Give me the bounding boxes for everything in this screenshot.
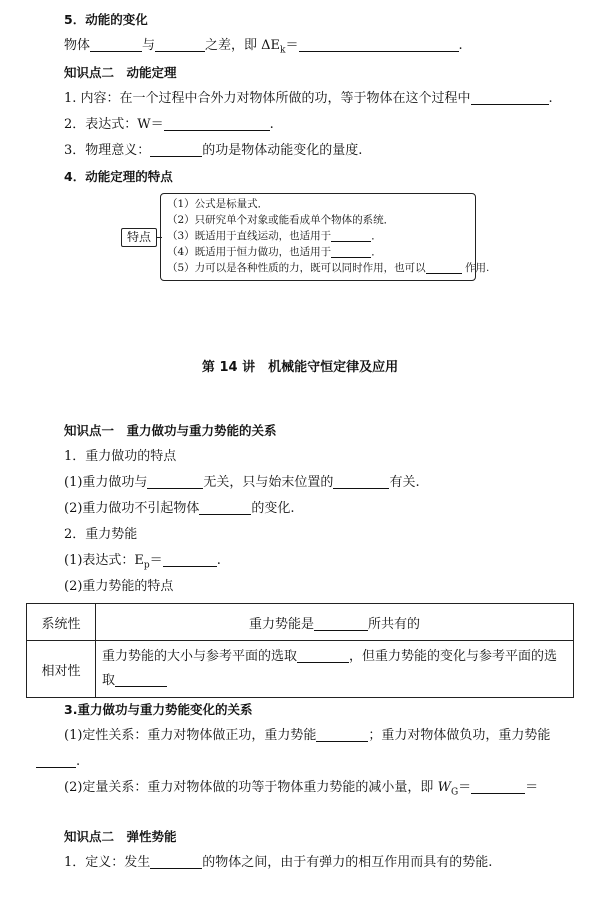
blank-field — [115, 672, 167, 687]
gravity-pe-expression: (1)表达式：$E_p=$ . — [64, 553, 221, 571]
blank-field — [150, 854, 202, 869]
features-box — [160, 193, 490, 281]
table-cell: 重力势能是 所共有的 — [96, 604, 574, 641]
features-heading: 4．动能定理的特点 — [64, 169, 173, 184]
blank-field — [297, 648, 349, 663]
section-heading-gravity-work: 知识点一 重力做功与重力势能的关系 — [64, 423, 277, 438]
blank-field — [331, 230, 371, 242]
gravity-work-item1: (1)重力做功与 无关，只与始末位置的 有关. — [64, 475, 420, 490]
feature-item: （5）力可以是各种性质的力，既可以同时作用，也可以 作用. — [167, 262, 490, 274]
theorem-meaning: 3．物理意义： 的功是物体动能变化的量度. — [64, 143, 363, 158]
relation-quantitative: (2)定量关系：重力对物体做的功等于物体重力势能的减小量，即 $W_G=$ ＝ — [64, 780, 539, 798]
feature-item: （4）既适用于恒力做功，也适用于 ． — [167, 246, 382, 258]
blank-field — [471, 90, 549, 105]
theorem-formula: 2．表达式：W＝ . — [64, 117, 274, 132]
table-cell: 相对性 — [27, 641, 96, 698]
section-heading-elastic: 知识点二 弹性势能 — [64, 829, 177, 844]
section-heading-kinetic-change: 5．动能的变化 — [64, 12, 148, 27]
feature-item: （2）只研究单个对象或能看成单个物体的系统． — [167, 214, 395, 226]
blank-field — [331, 246, 371, 258]
table-cell: 系统性 — [27, 604, 96, 641]
blank-field — [471, 779, 525, 794]
blank-field — [316, 727, 368, 742]
gravity-work-item2: (2)重力做功不引起物体 的变化. — [64, 501, 295, 516]
kinetic-change-line: 物体 与 之差，即 $\Delta E_k=$ . — [64, 38, 463, 56]
blank-field — [314, 616, 368, 631]
pe-table — [26, 603, 574, 698]
gravity-work-sub1: 1．重力做功的特点 — [64, 449, 177, 464]
blank-field — [155, 37, 205, 52]
features-label: 特点 — [121, 228, 157, 247]
table-cell: 重力势能的大小与参考平面的选取 ，但重力势能的变化与参考平面的选取 — [96, 641, 574, 698]
theorem-content: 1. 内容：在一个过程中合外力对物体所做的功，等于物体在这个过程中 . — [64, 91, 553, 106]
blank-field — [147, 474, 203, 489]
relation-qualitative-cont: . — [36, 753, 80, 771]
blank-field — [164, 116, 270, 131]
blank-field — [426, 262, 462, 274]
lecture-title: 第 14 讲 机械能守恒定律及应用 — [201, 360, 399, 375]
feature-item: （1）公式是标量式． — [167, 198, 269, 210]
table-row — [27, 641, 574, 698]
feature-item: （3）既适用于直线运动，也适用于 ． — [167, 230, 382, 242]
relation-qualitative: (1)定性关系：重力对物体做正功，重力势能 ；重力对物体做负功，重力势能 — [64, 728, 551, 743]
blank-field — [150, 142, 202, 157]
gravity-pe-sub2: 2．重力势能 — [64, 527, 138, 542]
blank-field — [36, 753, 76, 768]
table-row — [27, 604, 574, 641]
gravity-pe-feature: (2)重力势能的特点 — [64, 579, 174, 594]
blank-field — [199, 500, 251, 515]
blank-field — [299, 37, 459, 52]
blank-field — [90, 37, 142, 52]
blank-field — [333, 474, 389, 489]
section-heading-theorem: 知识点二 动能定理 — [64, 65, 177, 80]
elastic-definition: 1．定义：发生 的物体之间，由于有弹力的相互作用而具有的势能. — [64, 855, 493, 870]
blank-field — [163, 552, 217, 567]
section-heading-relation: 3.重力做功与重力势能变化的关系 — [64, 702, 253, 717]
